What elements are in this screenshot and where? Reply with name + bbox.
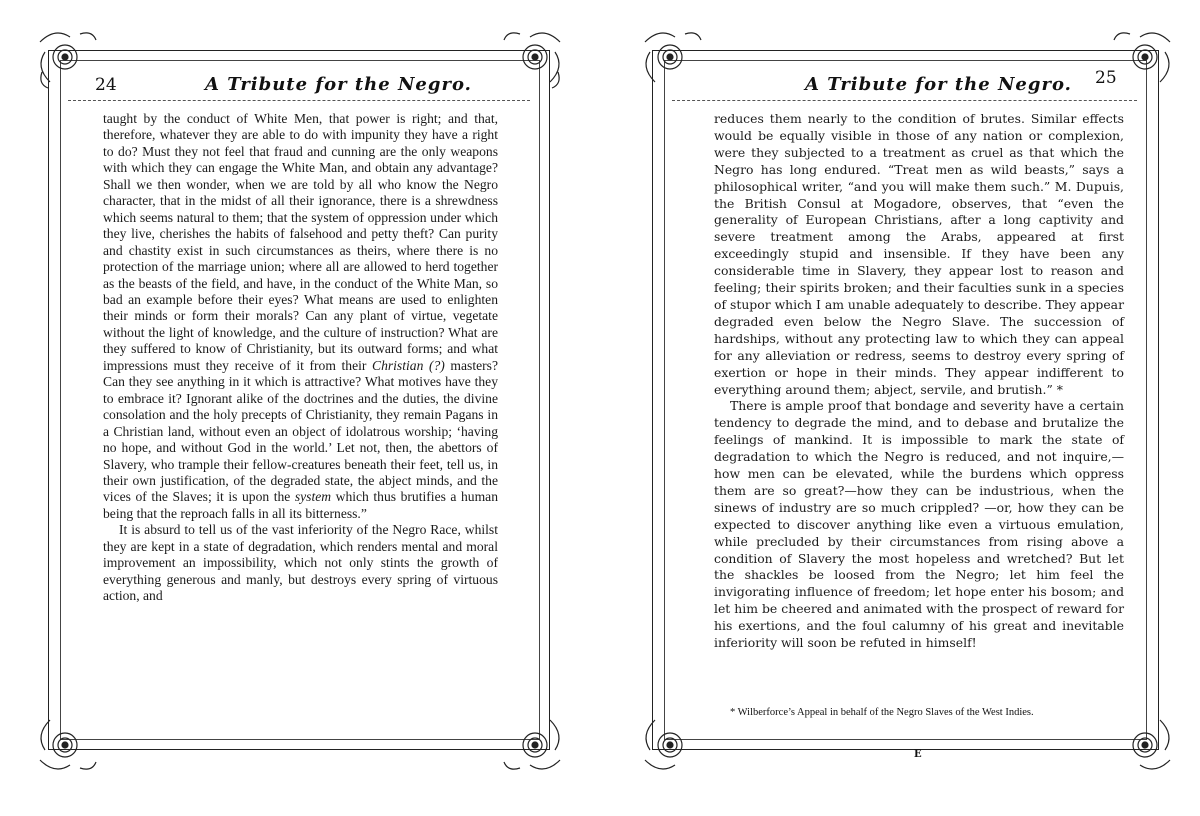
paragraph: It is absurd to tell us of the vast inferiority of the Negro Race, whilst they are kept in a state of degradation, which renders mental and moral improvement an impossibility, which not only stints the growth of everything generous and manly, but destroys every spring of virtuous action, and	[103, 522, 498, 604]
ornament-corner-icon	[1110, 22, 1180, 92]
paragraph: reduces them nearly to the condition of brutes. Similar effects would be equally visible in those of any nation or complexion, were they subjected to a treatment as cruel as that which the Negro has long endured. “Treat men as wild beasts,” says a philosophical writer, “and you will make them such.” M. Dupuis, the British Consul at Mogadore, observes, that “even the generality of European Christians, after a long captivity and severe treatment among the Arabs, appeared at first exceedingly stupid and insensible. If they have been any considerable time in Slavery, they appear lost to reason and feeling; their spirits broken; and their faculties sunk in a species of stupor which I am unable adequately to describe. They appear degraded even below the Negro Slave. The succession of hardships, without any protecting law to which they can appeal for any alleviation or redress, seems to destroy every spring of exertion or hope in their minds. They appear indifferent to everything around them; abject, servile, and brutish.” *	[714, 111, 1124, 397]
running-title: A Tribute for the Negro.	[205, 74, 472, 95]
header-rule	[68, 100, 530, 101]
book-gutter	[590, 0, 610, 816]
paragraph: taught by the conduct of White Men, that power is right; and that, therefore, whatever they are able to do with impunity they have a right to do? Must they not feel that fraud and cunning are the only weapons with which they can engage the White Man, and obtain any advantage? Shall we then wonder, when we are told by all who know the Negro character, that in the midst of all their ignorance, there is a shrewdness which seems natural to them; that the system of oppression under which they live, cherishes the habits of falsehood and petty theft? Can purity and chastity exist in such circumstances as theirs, where there is no protection of the marriage union; where all are allowed to herd together as the beasts of the field, and have, in the conduct of the White Man, so bad an example before their eyes? What means are used to enlighten their minds or form their morals? Can any plant of virtue, vegetate without the light of knowledge, and the culture of instruction? What are they suffered to know of Christianity, but its outward forms; and what impressions must they receive of it from their Christian (?) masters? Can they see anything in it which is attractive? What motives have they to embrace it? Ignorant alike of the doctrines and the duties, the divine consolation and the holy precepts of Christianity, they remain Pagans in a Christian land, without even an object of idolatrous worship; ‘having no hope, and without God in the world.’ Let not, then, the abettors of Slavery, who trample their fellow-creatures beneath their feet, tell us, in their own justification, of the degraded state, the abject minds, and the vices of the Slaves; it is upon the system which thus brutifies a human being that the reproach falls in all its bitterness.”	[103, 111, 498, 521]
ornament-corner-icon	[30, 710, 100, 780]
header-rule	[672, 100, 1137, 101]
page-number: 24	[95, 75, 117, 95]
page-number: 25	[1095, 68, 1117, 88]
body-text	[103, 111, 498, 605]
ornament-corner-icon	[500, 710, 570, 780]
ornament-corner-icon	[30, 22, 100, 92]
footnote: * Wilberforce’s Appeal in behalf of the Negro Slaves of the West Indies.	[730, 707, 1034, 718]
ornament-corner-icon	[1110, 710, 1180, 780]
ornament-corner-icon	[635, 22, 705, 92]
signature-mark: E	[914, 749, 922, 760]
running-title: A Tribute for the Negro.	[805, 74, 1072, 95]
left-page	[0, 0, 590, 816]
ornament-corner-icon	[500, 22, 570, 92]
ornament-corner-icon	[635, 710, 705, 780]
paragraph: There is ample proof that bondage and severity have a certain tendency to degrade the mind, and to debase and brutalize the feelings of mankind. It is impossible to mark the state of degradation to which the Negro is reduced, and not inquire,—how men can be elevated, while the burdens which oppress them are so great?—how they can be industrious, when the sinews of industry are so much crippled? —or, how they can be expected to discover anything like even a virtuous emulation, while precluded by their circumstances from rising above a condition of Slavery the most hopeless and wretched? But let the shackles be loosed from the Negro; let him feel the invigorating influence of freedom; let hope enter his bosom; and let him be cheered and animated with the prospect of reward for his exertions, and the foul calumny of his great and inevitable inferiority will soon be refuted in himself!	[714, 398, 1124, 651]
body-text	[714, 111, 1124, 652]
right-page	[610, 0, 1200, 816]
